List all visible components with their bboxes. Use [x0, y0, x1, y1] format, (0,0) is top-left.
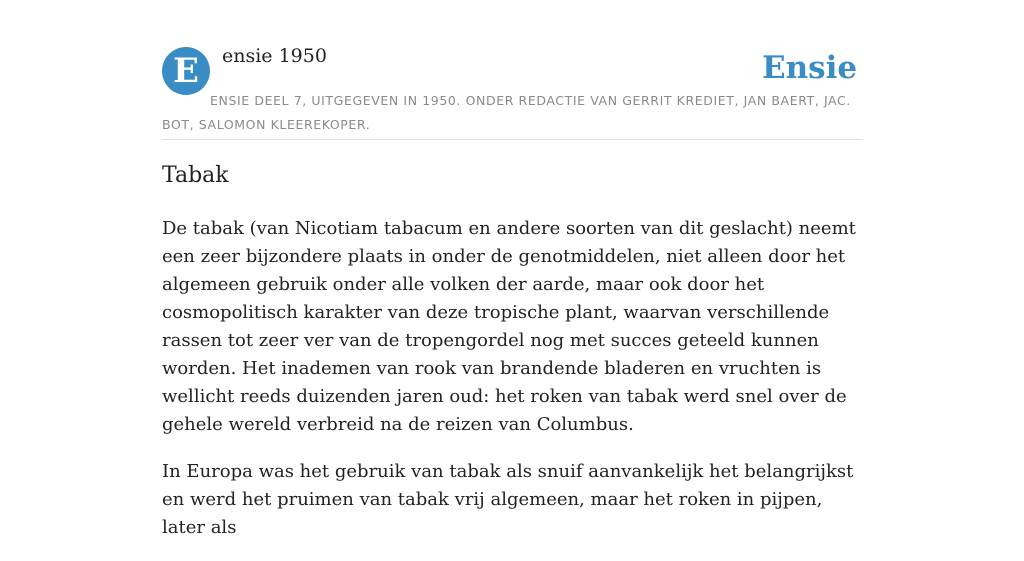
article-title: Tabak — [162, 163, 229, 188]
brand-link[interactable]: Ensie — [762, 50, 858, 86]
article-paragraph: De tabak (van Nicotiam tabacum en andere soorten van dit geslacht) neemt een zeer bijzondere plaats in onder de genotmiddelen, niet alleen door het algemeen gebruik onder alle volken der aarde, maar ook door het cosmopolitisch karakter van deze tropische plant, waarvan verschillende rassen tot zeer ver van de tropengordel nog met succes geteeld kunnen worden. Het inademen van rook van brandende bladeren en vruchten is wellicht reeds duizenden jaren oud: het roken van tabak werd snel over de gehele wereld verbreid na de reizen van Columbus. — [162, 218, 856, 435]
site-title[interactable]: ensie 1950 — [222, 45, 327, 67]
edition-subtitle: ENSIE DEEL 7, UITGEGEVEN IN 1950. ONDER REDACTIE VAN GERRIT KREDIET, JAN BAERT, JAC. BOT, SALOMON KLEEREKOPER. — [162, 93, 851, 132]
header-divider — [162, 139, 862, 140]
article-paragraph: In Europa was het gebruik van tabak als snuif aanvankelijk het belangrijkst en werd het pruimen van tabak vrij algemeen, maar het roken in pijpen, later als — [162, 461, 854, 538]
ensie-logo[interactable]: E — [162, 47, 210, 95]
article-body — [162, 215, 866, 561]
